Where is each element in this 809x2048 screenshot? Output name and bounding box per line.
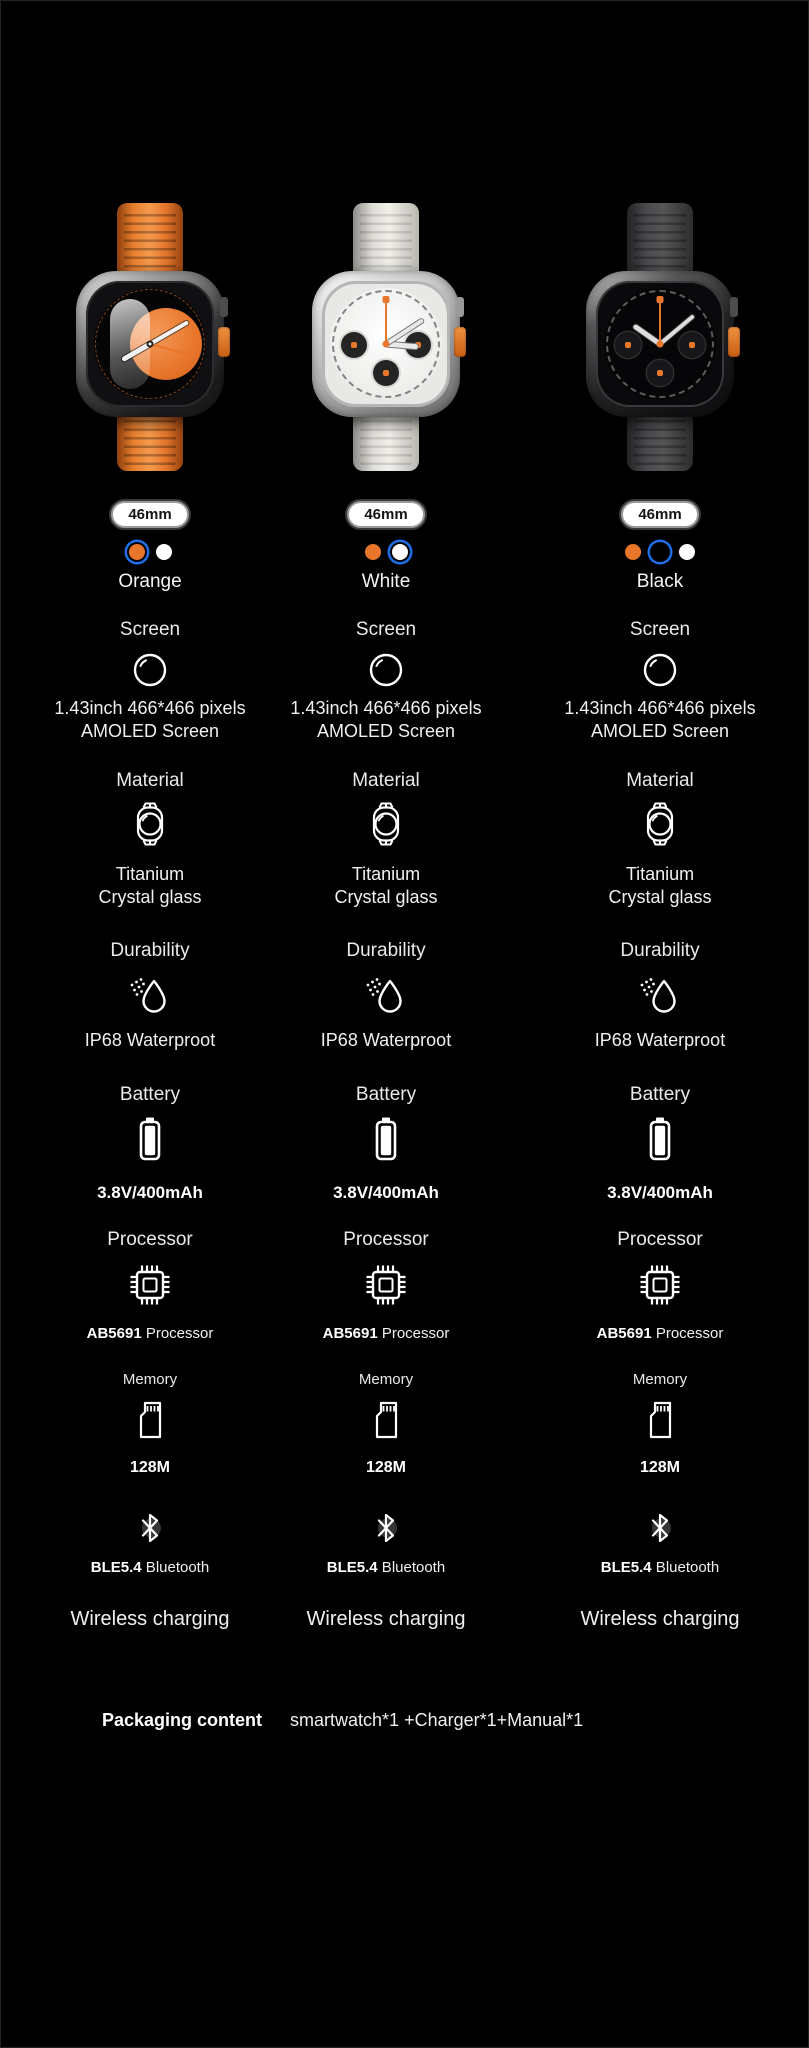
spec-memory-value: 128M xyxy=(365,1459,407,1476)
section-header-battery: Battery xyxy=(355,1084,417,1105)
size-badge: 46mm xyxy=(621,501,699,528)
color-name: White xyxy=(361,571,411,592)
watch-dial xyxy=(604,288,716,400)
size-badge: 46mm xyxy=(111,501,189,528)
spec-bluetooth-value: BLE5.4 Bluetooth xyxy=(90,1559,210,1576)
watch-side-button xyxy=(456,297,464,317)
color-name: Black xyxy=(636,571,684,592)
watch-strap-top xyxy=(353,203,419,279)
color-swatches xyxy=(129,542,172,562)
spec-memory-value: 128M xyxy=(129,1459,171,1476)
section-header-processor: Processor xyxy=(343,1229,429,1250)
spec-material-value: Titanium Crystal glass xyxy=(608,864,712,907)
watch-crown xyxy=(218,327,230,357)
watch-case xyxy=(586,271,734,417)
watch-crown xyxy=(454,327,466,357)
watch-dial xyxy=(330,288,442,400)
battery-icon xyxy=(135,1116,165,1162)
watch-material-icon xyxy=(640,801,680,847)
battery-icon xyxy=(645,1116,675,1162)
packaging-row xyxy=(0,1706,809,1734)
spec-screen-value: 1.43inch 466*466 pixels AMOLED Screen xyxy=(290,698,482,741)
watch-photo-white xyxy=(306,203,466,481)
swatch-white xyxy=(392,544,408,560)
color-name: Orange xyxy=(118,571,182,592)
section-header-material: Material xyxy=(116,770,184,791)
section-header-memory: Memory xyxy=(122,1371,178,1388)
spec-battery-value: 3.8V/400mAh xyxy=(97,1183,203,1202)
section-header-screen: Screen xyxy=(355,619,417,640)
spec-wireless-charging: Wireless charging xyxy=(306,1608,466,1630)
memory-card-icon xyxy=(368,1399,404,1441)
spec-durability-value: IP68 Waterproot xyxy=(84,1030,216,1050)
spec-wireless-charging: Wireless charging xyxy=(580,1608,740,1630)
spec-battery-value: 3.8V/400mAh xyxy=(333,1183,439,1202)
section-header-screen: Screen xyxy=(119,619,181,640)
memory-card-icon xyxy=(642,1399,678,1441)
packaging-label: Packaging content xyxy=(102,1710,263,1730)
spec-processor-value: AB5691 Processor xyxy=(86,1325,214,1342)
bluetooth-icon xyxy=(130,1508,170,1548)
watch-bezel xyxy=(86,281,214,407)
section-header-memory: Memory xyxy=(358,1371,414,1388)
section-header-screen: Screen xyxy=(629,619,691,640)
processor-chip-icon xyxy=(363,1262,409,1308)
watch-strap-top xyxy=(627,203,693,279)
watch-case xyxy=(76,271,224,417)
product-column-black xyxy=(530,203,790,1632)
section-header-memory: Memory xyxy=(632,1371,688,1388)
memory-card-icon xyxy=(132,1399,168,1441)
size-badge: 46mm xyxy=(347,501,425,528)
dial-subdial xyxy=(341,332,367,358)
watch-case xyxy=(312,271,460,417)
dial-subdial xyxy=(679,332,705,358)
swatch-orange xyxy=(365,544,381,560)
watch-side-button xyxy=(220,297,228,317)
waterproof-drop-icon xyxy=(637,973,683,1017)
screen-icon xyxy=(131,651,169,689)
spec-battery-value: 3.8V/400mAh xyxy=(607,1183,713,1202)
watch-bezel xyxy=(596,281,724,407)
packaging-value: smartwatch*1 +Charger*1+Manual*1 xyxy=(290,1710,584,1730)
processor-chip-icon xyxy=(637,1262,683,1308)
waterproof-drop-icon xyxy=(127,973,173,1017)
watch-crown xyxy=(728,327,740,357)
section-header-battery: Battery xyxy=(119,1084,181,1105)
spec-processor-value: AB5691 Processor xyxy=(596,1325,724,1342)
watch-material-icon xyxy=(366,801,406,847)
processor-chip-icon xyxy=(127,1262,173,1308)
section-header-battery: Battery xyxy=(629,1084,691,1105)
spec-screen-value: 1.43inch 466*466 pixels AMOLED Screen xyxy=(54,698,246,741)
watch-dial xyxy=(94,288,206,400)
product-column-orange xyxy=(20,203,280,1632)
color-swatches xyxy=(625,542,695,562)
swatch-orange xyxy=(625,544,641,560)
watch-bezel xyxy=(322,281,450,407)
section-header-durability: Durability xyxy=(346,940,426,961)
section-header-material: Material xyxy=(626,770,694,791)
watch-center-cap xyxy=(147,341,154,348)
watch-center-cap xyxy=(657,341,664,348)
swatch-white xyxy=(156,544,172,560)
swatch-white xyxy=(679,544,695,560)
spec-memory-value: 128M xyxy=(639,1459,681,1476)
watch-strap-bottom xyxy=(353,409,419,471)
watch-photo-black xyxy=(580,203,740,481)
spec-screen-value: 1.43inch 466*466 pixels AMOLED Screen xyxy=(564,698,756,741)
watch-strap-bottom xyxy=(627,409,693,471)
watch-hand-second xyxy=(659,296,661,344)
section-header-material: Material xyxy=(352,770,420,791)
spec-processor-value: AB5691 Processor xyxy=(322,1325,450,1342)
spec-bluetooth-value: BLE5.4 Bluetooth xyxy=(326,1559,446,1576)
watch-center-cap xyxy=(383,341,390,348)
section-header-processor: Processor xyxy=(107,1229,193,1250)
watch-hand-second xyxy=(385,296,387,344)
bluetooth-icon xyxy=(640,1508,680,1548)
spec-material-value: Titanium Crystal glass xyxy=(334,864,438,907)
section-header-processor: Processor xyxy=(617,1229,703,1250)
product-column-white xyxy=(256,203,516,1632)
watch-side-button xyxy=(730,297,738,317)
section-header-durability: Durability xyxy=(110,940,190,961)
watch-photo-orange xyxy=(70,203,230,481)
screen-icon xyxy=(367,651,405,689)
screen-icon xyxy=(641,651,679,689)
watch-strap-bottom xyxy=(117,409,183,471)
swatch-orange xyxy=(129,544,145,560)
spec-durability-value: IP68 Waterproot xyxy=(594,1030,726,1050)
waterproof-drop-icon xyxy=(363,973,409,1017)
spec-bluetooth-value: BLE5.4 Bluetooth xyxy=(600,1559,720,1576)
dial-subdial xyxy=(615,332,641,358)
spec-wireless-charging: Wireless charging xyxy=(70,1608,230,1630)
bluetooth-icon xyxy=(366,1508,406,1548)
section-header-durability: Durability xyxy=(620,940,700,961)
battery-icon xyxy=(371,1116,401,1162)
dial-subdial xyxy=(647,360,673,386)
watch-material-icon xyxy=(130,801,170,847)
dial-subdial xyxy=(373,360,399,386)
spec-durability-value: IP68 Waterproot xyxy=(320,1030,452,1050)
spec-material-value: Titanium Crystal glass xyxy=(98,864,202,907)
color-swatches xyxy=(365,542,408,562)
swatch-black xyxy=(652,544,668,560)
watch-strap-top xyxy=(117,203,183,279)
